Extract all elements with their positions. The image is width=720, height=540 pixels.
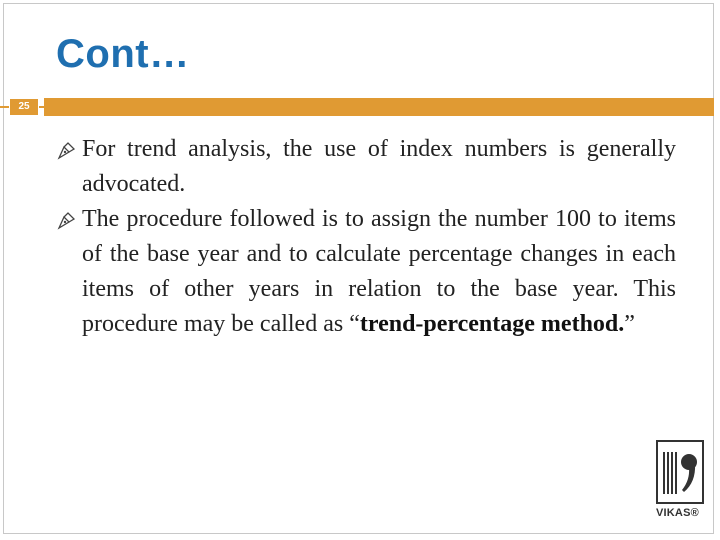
slide-title: Cont… [56, 32, 190, 76]
header-bar-fill [44, 98, 714, 116]
logo-label: VIKAS® [656, 507, 699, 519]
book-comma-icon [658, 442, 702, 502]
page-number: 25 [9, 98, 39, 116]
bullet-item [56, 202, 676, 342]
pen-nib-icon [56, 141, 76, 161]
bullet-text-bold: trend-percentage method. [359, 311, 625, 337]
pen-nib-icon [56, 211, 76, 231]
bullet-list [56, 132, 676, 342]
bullet-item [56, 132, 676, 202]
logo-emblem [656, 440, 704, 504]
bullet-text: The procedure followed is to assign the number 100 to items of the base year and to calculate percentage changes in each items of other years in relation to the base year. This procedure may be called as “ [82, 206, 676, 337]
publisher-logo [656, 440, 704, 524]
header-bar [0, 98, 720, 116]
bullet-text-end: ” [624, 311, 635, 337]
bullet-text: For trend analysis, the use of index numbers is generally advocated. [82, 136, 676, 197]
